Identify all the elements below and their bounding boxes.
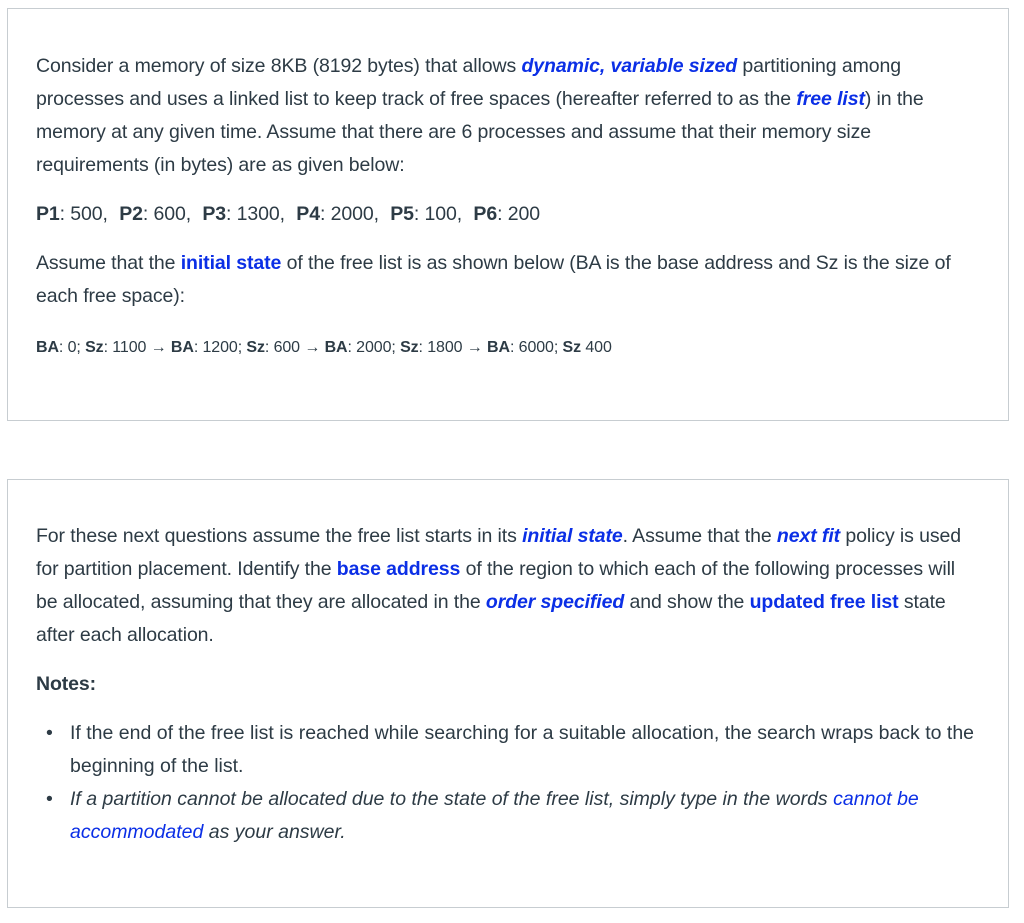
req-p6: P6: 200 [473,203,540,225]
process-requirements [36,198,980,231]
emphasis-next-fit: next fit [776,525,841,547]
emphasis-base-address: base address [336,558,461,580]
arrow-icon: → [462,339,488,356]
emphasis-updated-free-list: updated free list [749,591,899,613]
emphasis-initial-state: initial state [180,252,282,274]
intro-paragraph: Consider a memory of size 8KB (8192 bytes) that allows dynamic, variable sized partitioning among processes and uses a linked list to keep track of free spaces (hereafter referred to as the free list) in the memory at any given time. Assume that there are 6 processes and assume that their memory size requirements (in bytes) are as given below: [36,55,924,176]
notes-list [36,717,980,849]
emphasis-free-list: free list [796,88,865,110]
next-fit-question: For these next questions assume the free list starts in its initial state. Assume that the next fit policy is used for partition placement. Identify the base address of the region to which each of the following processes will be allocated, assuming that they are allocated in the order specified and show the updated free list state after each allocation. [36,525,962,646]
initial-free-list [36,337,980,359]
question-card-2 [7,479,1009,908]
initial-state-paragraph: Assume that the initial state of the free list is as shown below (BA is the base address and Sz is the size of each free space): [36,252,951,307]
req-p4: P4: 2000, [296,203,379,225]
req-p2: P2: 600, [119,203,192,225]
emphasis-dynamic: dynamic, variable sized [521,55,738,77]
list-item: • If a partition cannot be allocated due to the state of the free list, simply type in the words cannot be accommodated as your answer. [36,783,980,849]
notes-heading: Notes: [36,673,97,695]
req-p5: P5: 100, [390,203,463,225]
list-item: • If the end of the free list is reached while searching for a suitable allocation, the search wraps back to the beginning of the list. [36,717,980,783]
emphasis-cannot-be-accommodated: cannot be accommodated [70,788,919,843]
req-p3: P3: 1300, [202,203,285,225]
bullet-icon: • [46,788,53,810]
free-list-node: BA: 0; Sz: 1100 → [36,339,171,356]
free-list-node: BA: 2000; Sz: 1800 → [324,339,488,356]
arrow-icon: → [146,339,171,356]
free-list-node: BA: 1200; Sz: 600 → [170,339,325,356]
req-p1: P1: 500, [36,203,108,225]
free-list-node: BA: 6000; Sz 400 [487,339,612,356]
question-card-1 [7,8,1009,421]
emphasis-initial-state: initial state [522,525,623,547]
emphasis-order-specified: order specified [485,591,625,613]
bullet-icon: • [46,722,53,744]
arrow-icon: → [299,339,325,356]
